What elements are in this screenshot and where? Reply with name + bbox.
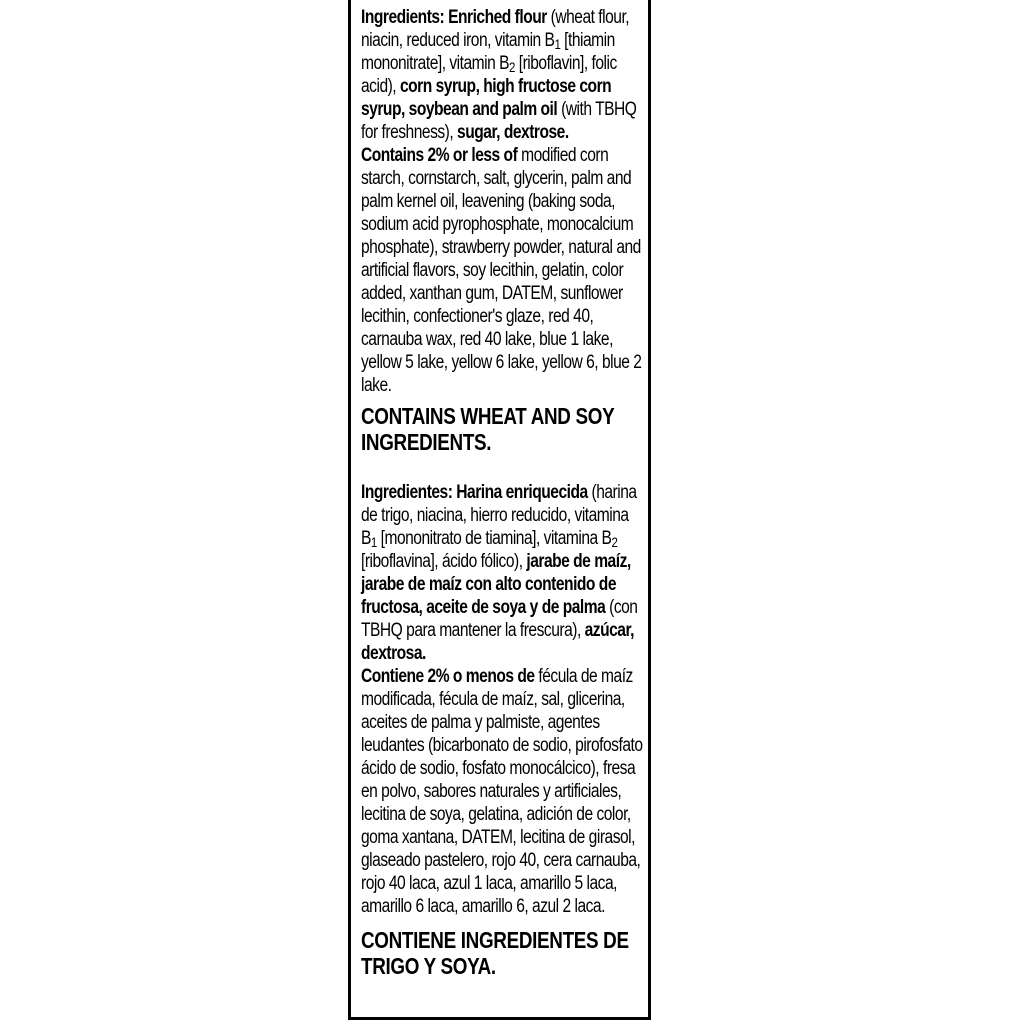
spanish-subscript-1: 1 — [370, 534, 377, 550]
spanish-contains-heading: Contiene 2% o menos de — [361, 666, 535, 687]
spanish-contains-paragraph — [361, 665, 643, 918]
spanish-subscript-2: 2 — [611, 534, 618, 550]
spanish-flour-detail-1: (harina de trigo, niacina, hierro reducido, vitamina B — [361, 482, 637, 549]
spanish-flour-detail-3: [riboflavina], ácido fólico), — [361, 551, 527, 572]
spanish-syrups-oils: jarabe de maíz, jarabe de maíz con alto contenido de fructosa, aceite de soya y de palma — [361, 551, 631, 618]
spanish-sugar-dextrose: azúcar, dextrosa. — [361, 620, 635, 664]
spanish-tbhq-note: (con TBHQ para mantener la frescura), — [361, 597, 638, 641]
english-ingredients-block — [361, 6, 643, 397]
english-sugar-dextrose: sugar, dextrose. — [457, 122, 569, 143]
english-ingredients-heading: Ingredients: Enriched flour — [361, 7, 547, 28]
spanish-ingredients-block — [361, 481, 643, 918]
english-subscript-1: 1 — [554, 36, 561, 52]
english-subscript-2: 2 — [509, 59, 515, 75]
english-flour-detail-3: [riboflavin], folic acid), — [361, 53, 617, 97]
english-syrups-oils: corn syrup, high fructose corn syrup, soybean and palm oil — [361, 76, 612, 120]
spanish-ingredients-paragraph — [361, 481, 643, 665]
english-flour-detail-1: (wheat flour, niacin, reduced iron, vitamin B — [361, 7, 630, 51]
english-ingredients-paragraph — [361, 6, 643, 144]
spanish-allergen-statement: CONTIENE INGREDIENTES DE TRIGO Y SOYA. — [361, 927, 629, 979]
english-contains-list: modified corn starch, cornstarch, salt, glycerin, palm and palm kernel oil, leavening (baking soda, sodium acid pyrophosphate, monocalcium phosphate), strawberry powder, natural and artificial flavors, soy lecithin, gelatin, color added, xanthan gum, DATEM, sunflower lecithin, confectioner's glaze, red 40, carnauba wax, red 40 lake, blue 1 lake, yellow 5 lake, yellow 6 lake, yellow 6, blue 2 lake. — [361, 145, 642, 396]
english-contains-heading: Contains 2% or less of — [361, 145, 518, 166]
english-flour-detail-2: [thiamin mononitrate], vitamin B — [361, 30, 615, 74]
ingredients-label-panel — [348, 0, 651, 1020]
spanish-ingredients-heading: Ingredientes: Harina enriquecida — [361, 482, 588, 503]
english-contains-paragraph — [361, 144, 643, 397]
spanish-contains-list: fécula de maíz modificada, fécula de maíz, sal, glicerina, aceites de palma y palmiste, agentes leudantes (bicarbonato de sodio, pirofosfato ácido de sodio, fosfato monocálcico), fresa en polvo, sabores naturales y artificiales, lecitina de soya, gelatina, adición de color, goma xantana, DATEM, lecitina de girasol, glaseado pastelero, rojo 40, cera carnauba, rojo 40 laca, azul 1 laca, amarillo 5 laca, amarillo 6 laca, amarillo 6, azul 2 laca. — [361, 666, 643, 917]
spanish-flour-detail-2: [mononitrato de tiamina], vitamina B — [376, 528, 612, 549]
english-tbhq-note: (with TBHQ for freshness), — [361, 99, 637, 143]
english-allergen-statement: CONTAINS WHEAT AND SOY INGREDIENTS. — [361, 403, 614, 455]
